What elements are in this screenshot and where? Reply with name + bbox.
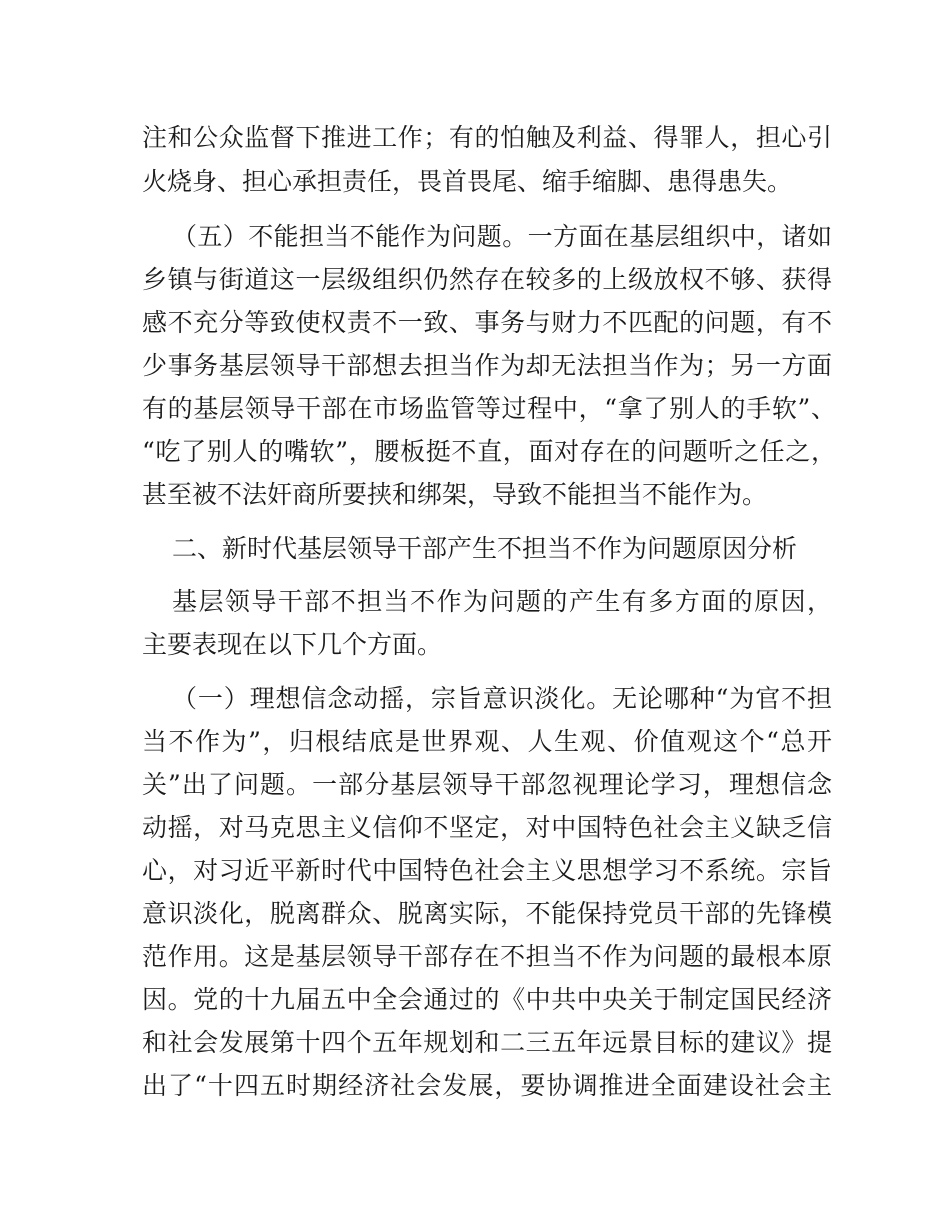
text-line-3: （五）不能担当不能作为问题。一方面在基层组织中，诸如 bbox=[172, 222, 832, 251]
text-line-8: “吃了别人的嘴软”，腰板挺不直，面对存在的问题听之任之， bbox=[142, 437, 836, 466]
text-line-11: 基层领导干部不担当不作为问题的产生有多方面的原因， bbox=[172, 587, 832, 616]
text-line-19: 范作用。这是基层领导干部存在不担当不作为问题的最根本原 bbox=[142, 942, 832, 971]
text-line-17: 心，对习近平新时代中国特色社会主义思想学习不系统。宗旨 bbox=[142, 856, 832, 885]
text-line-18: 意识淡化，脱离群众、脱离实际，不能保持党员干部的先锋模 bbox=[142, 899, 832, 928]
text-line-22: 出了“十四五时期经济社会发展，要协调推进全面建设社会主 bbox=[142, 1071, 832, 1100]
section-heading: 二、新时代基层领导干部产生不担当不作为问题原因分析 bbox=[172, 534, 798, 563]
text-line-6: 少事务基层领导干部想去担当作为却无法担当作为；另一方面 bbox=[142, 351, 832, 380]
text-line-21: 和社会发展第十四个五年规划和二三五年远景目标的建议》提 bbox=[142, 1028, 832, 1057]
text-line-5: 感不充分等致使权责不一致、事务与财力不匹配的问题，有不 bbox=[142, 308, 832, 337]
text-line-4: 乡镇与街道这一层级组织仍然存在较多的上级放权不够、获得 bbox=[142, 265, 832, 294]
text-line-7: 有的基层领导干部在市场监管等过程中，“拿了别人的手软”、 bbox=[142, 394, 836, 423]
text-line-2: 火烧身、担心承担责任，畏首畏尾、缩手缩脚、患得患失。 bbox=[142, 167, 793, 196]
text-line-9: 甚至被不法奸商所要挟和绑架，导致不能担当不能作为。 bbox=[142, 480, 768, 509]
text-line-16: 动摇，对马克思主义信仰不坚定，对中国特色社会主义缺乏信 bbox=[142, 813, 832, 842]
text-line-12: 主要表现在以下几个方面。 bbox=[142, 630, 443, 659]
text-line-14: 当不作为”，归根结底是世界观、人生观、价值观这个“总开 bbox=[142, 727, 832, 756]
text-line-15: 关”出了问题。一部分基层领导干部忽视理论学习，理想信念 bbox=[142, 770, 832, 799]
text-line-1: 注和公众监督下推进工作；有的怕触及利益、得罪人，担心引 bbox=[142, 123, 832, 152]
text-line-13: （一）理想信念动摇，宗旨意识淡化。无论哪种“为官不担 bbox=[172, 684, 832, 713]
text-line-20: 因。党的十九届五中全会通过的《中共中央关于制定国民经济 bbox=[142, 985, 832, 1014]
